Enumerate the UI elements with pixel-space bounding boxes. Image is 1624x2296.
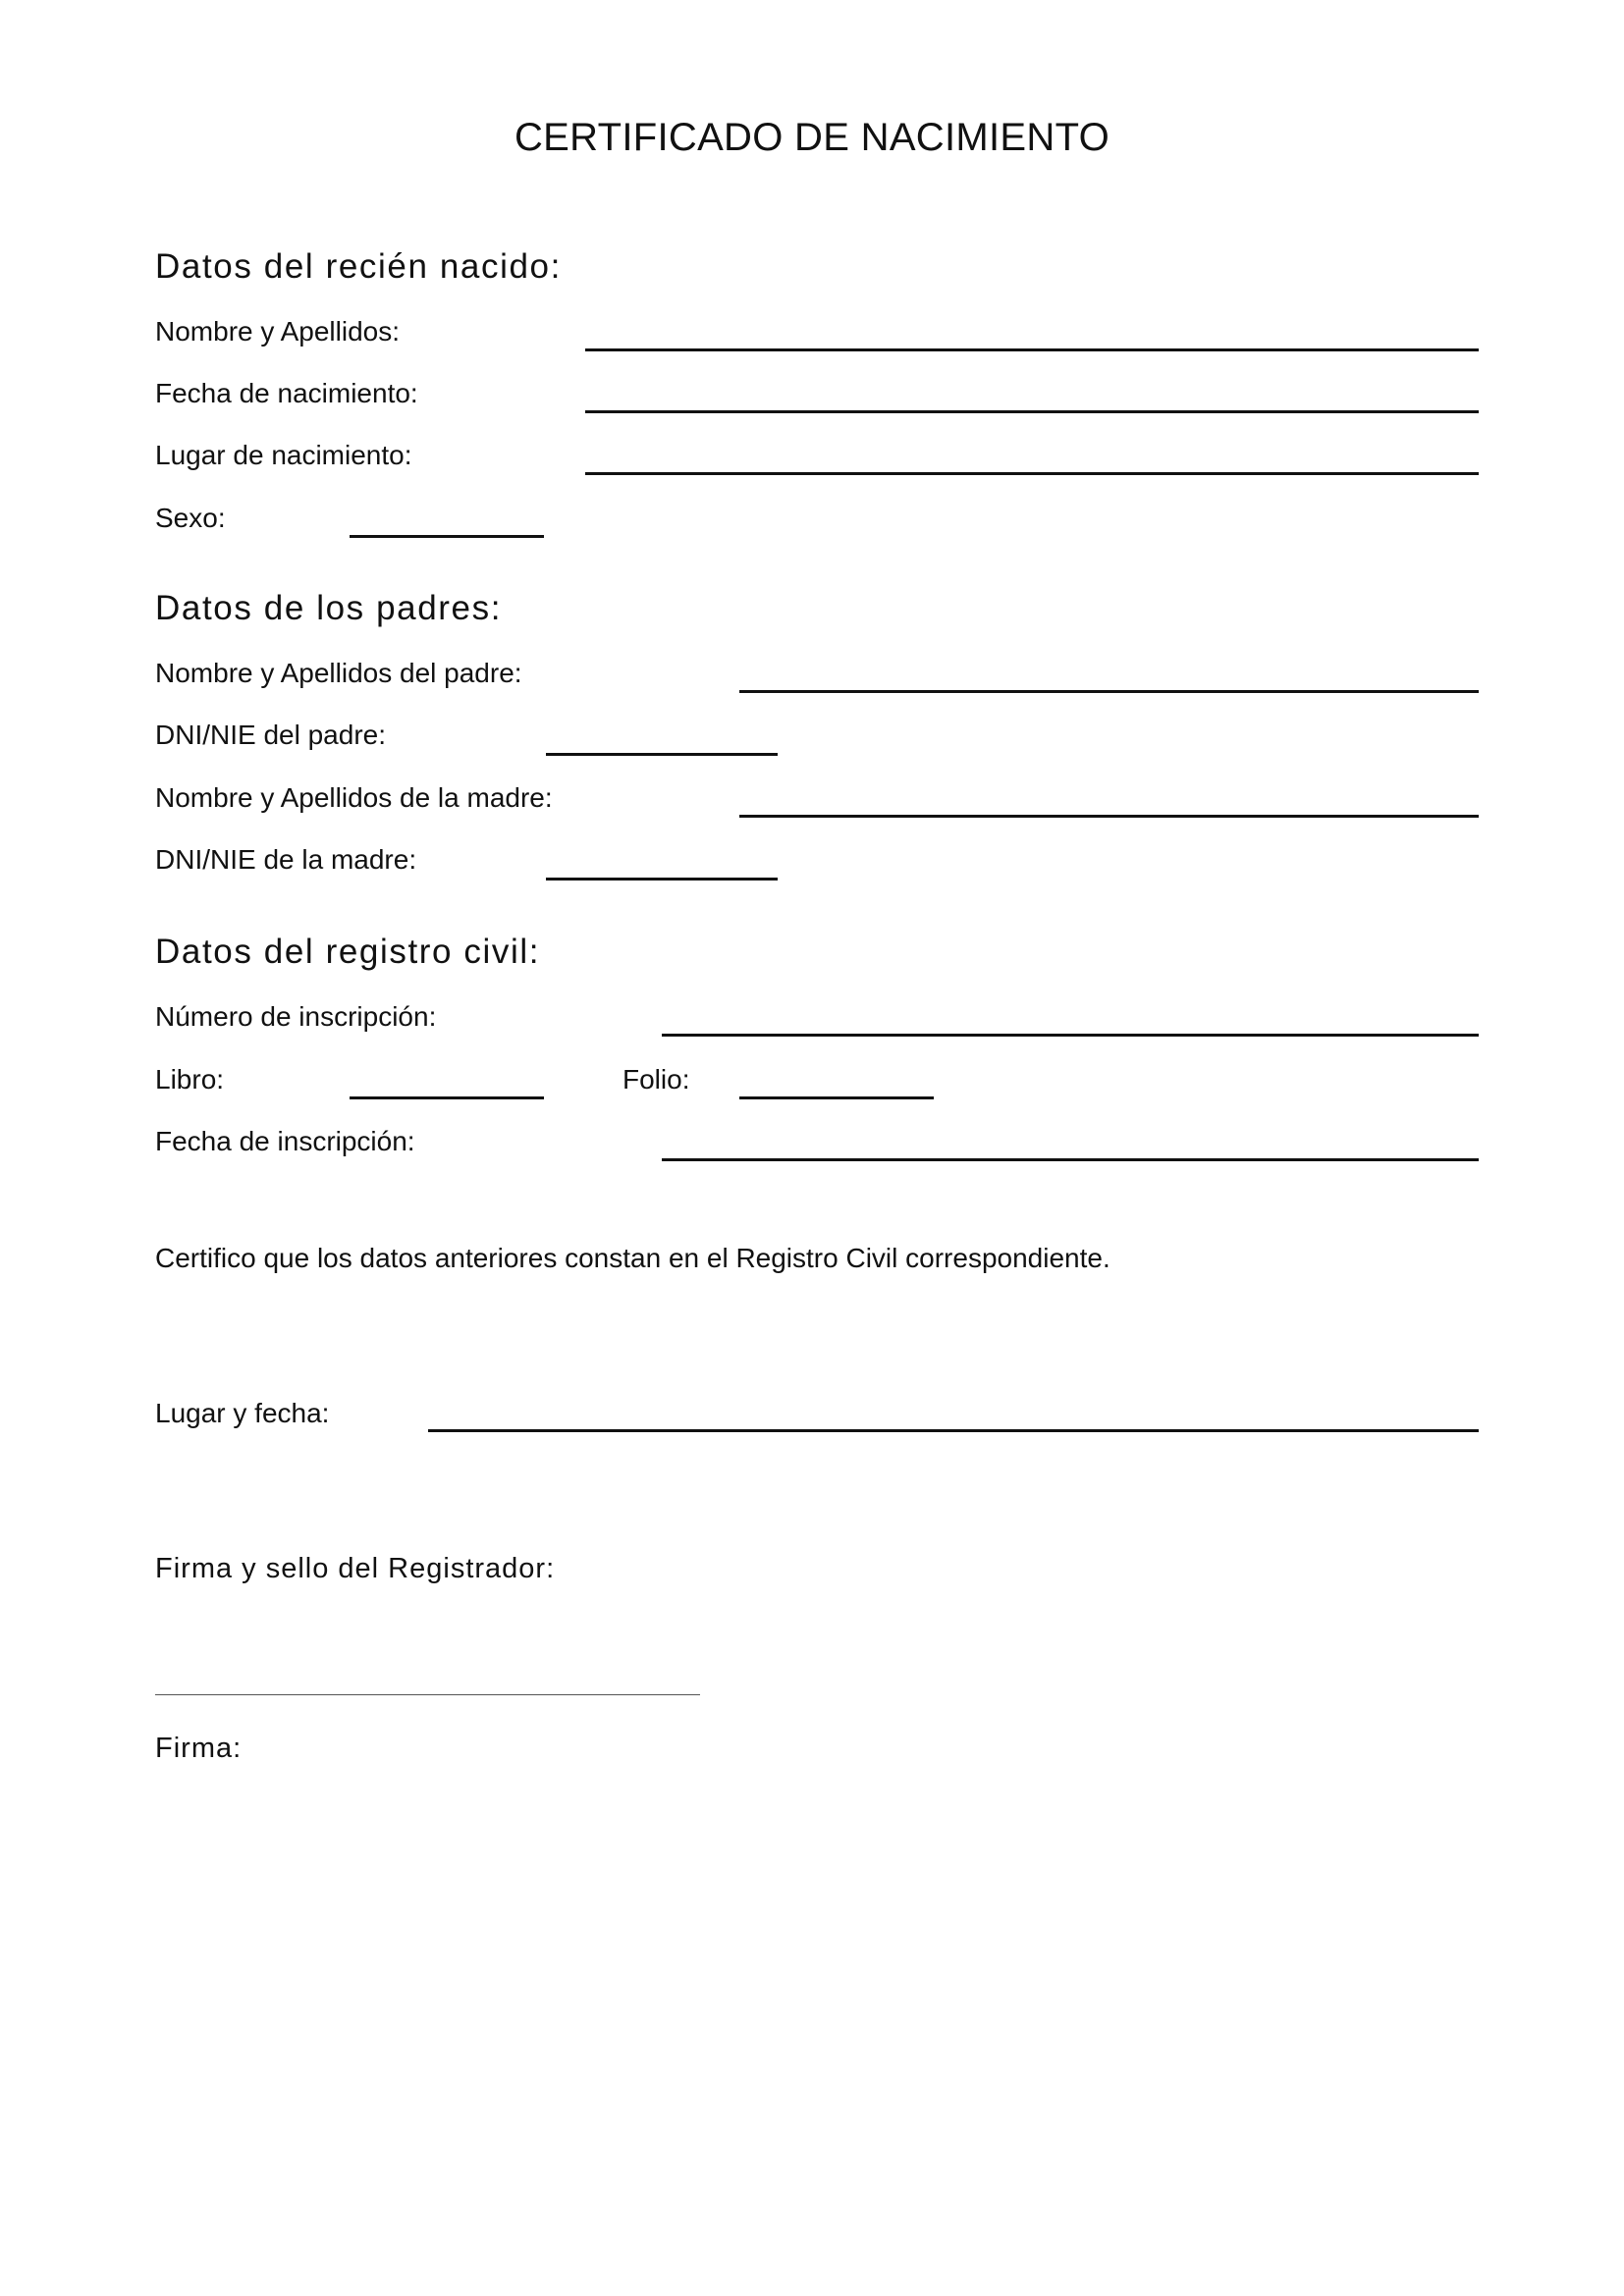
father-name-field[interactable] <box>739 690 1479 693</box>
signature-label: Firma: <box>155 1733 243 1764</box>
folio-field[interactable] <box>739 1096 934 1099</box>
mother-id-field[interactable] <box>546 878 778 881</box>
folio-label: Folio: <box>623 1064 690 1095</box>
book-field[interactable] <box>350 1096 544 1099</box>
birth-place-label: Lugar de nacimiento: <box>155 440 412 470</box>
place-date-field[interactable] <box>428 1429 1479 1432</box>
signature-line[interactable] <box>155 1694 700 1695</box>
parents-section-heading: Datos de los padres: <box>155 589 503 627</box>
birth-place-field[interactable] <box>585 472 1479 475</box>
registration-date-label: Fecha de inscripción: <box>155 1126 415 1156</box>
mother-id-label: DNI/NIE de la madre: <box>155 844 417 875</box>
signature-heading: Firma y sello del Registrador: <box>155 1553 556 1584</box>
newborn-section-heading: Datos del recién nacido: <box>155 247 562 286</box>
registry-section-heading: Datos del registro civil: <box>155 933 541 971</box>
book-label: Libro: <box>155 1064 225 1095</box>
father-id-field[interactable] <box>546 753 778 756</box>
sex-label: Sexo: <box>155 503 226 533</box>
newborn-name-field[interactable] <box>585 348 1479 351</box>
mother-name-label: Nombre y Apellidos de la madre: <box>155 782 553 813</box>
registration-number-label: Número de inscripción: <box>155 1001 437 1032</box>
newborn-name-label: Nombre y Apellidos: <box>155 316 401 347</box>
birth-date-label: Fecha de nacimiento: <box>155 378 418 408</box>
sex-field[interactable] <box>350 535 544 538</box>
father-id-label: DNI/NIE del padre: <box>155 720 386 750</box>
father-name-label: Nombre y Apellidos del padre: <box>155 658 522 688</box>
certification-statement: Certifico que los datos anteriores constan en el Registro Civil correspondiente. <box>155 1243 1110 1273</box>
mother-name-field[interactable] <box>739 815 1479 818</box>
birth-date-field[interactable] <box>585 410 1479 413</box>
registration-number-field[interactable] <box>662 1034 1479 1037</box>
document-title: CERTIFICADO DE NACIMIENTO <box>514 116 1110 159</box>
registration-date-field[interactable] <box>662 1158 1479 1161</box>
place-date-label: Lugar y fecha: <box>155 1398 330 1428</box>
